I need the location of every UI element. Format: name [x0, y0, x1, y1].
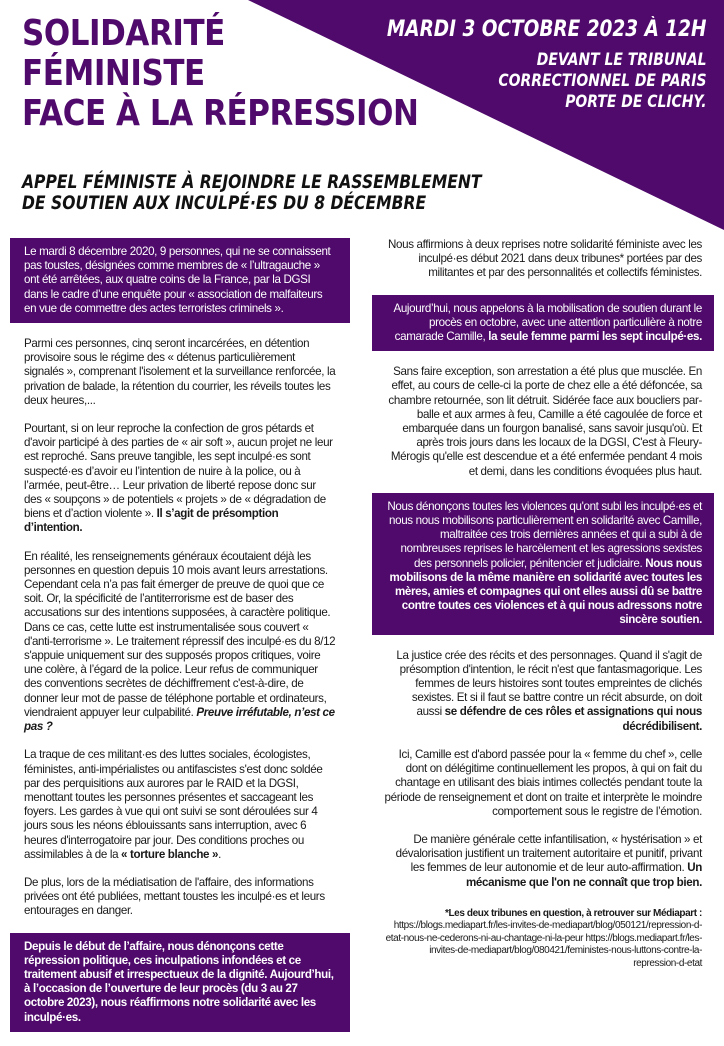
event-place-line: PORTE DE CLICHY. [564, 92, 706, 112]
emphasis: la seule femme parmi les sept inculpé·es. [488, 330, 702, 344]
highlight-box [372, 493, 714, 635]
paragraph-text: Pourtant, si on leur reproche la confection de gros pétards et d'avoir participé à des parties de « air soft », aucun projet ne leur est reproché. Sans preuve tangible, les sept inculpé·es sont suspecté·es d’avoir eu l’intention de nuire à la police, ou à l’armée, peut-être… Leur privation de liberté repose donc sur des « soupçons » de potentiels « projets » de « dégradation de biens et d’action violente ». [24, 422, 333, 521]
paragraph-text: La justice crée des récits et des personnages. Quand il s'agit de présomption d'intention, le récit n'est que fantasmagorique. Les femmes de leurs histoires sont toutes empreintes de clichés sexistes. Et si il faut se battre contre un récit absurde, on doit aussi [396, 648, 702, 719]
emphasis: Un mécanisme que l'on ne connaît que trop bien. [465, 861, 702, 889]
event-place-line: DEVANT LE TRIBUNAL [536, 50, 706, 70]
title-line: FACE À LA RÉPRESSION [22, 93, 419, 134]
event-place-line: CORRECTIONNEL DE PARIS [497, 71, 706, 91]
box-text: Aujourd’hui, nous appelons à la mobilisation de soutien durant le procès en octobre, avec une attention particulière à notre camarade Camille, [393, 301, 702, 344]
emphasis: Nous nous mobilisons de la même manière en solidarité avec toutes les mères, amies et compagnes qui ont elles aussi dû se battre contre toutes ces violences et à qui nous adressons notre sincère soutien. [389, 556, 702, 627]
paragraph: Parmi ces personnes, cinq seront incarcérées, en détention provisoire sous le régime des « détenus particulièrement signalés », comprenant l'isolement et la surveillance renforcée, la privation de balade, la rétention du courrier, les réveils toutes les deux heures,... [24, 337, 336, 407]
title-line: SOLIDARITÉ [22, 13, 225, 54]
event-info [326, 16, 707, 113]
left-column [10, 238, 350, 1046]
paragraph: Sans faire exception, son arrestation a été plus que musclée. En effet, au cours de celle-ci la porte de chez elle a été défoncée, sa chambre retournée, son lit détruit. Sidérée face aux boucliers par-balle et aux armes à feu, Camille a été cagoulée de force et embarquée dans un fourgon banalisé, sans savoir jusqu'où. Et après trois jours dans les locaux de la DGSI, C'est à Fleury-Mérogis qu'elle est descendue et a été enfermée pendant 4 mois et demi, dans les conditions évoquées plus haut. [388, 365, 702, 478]
paragraph [372, 833, 714, 890]
footnote-links: https://blogs.mediapart.fr/les-invites-de-mediapart/blog/050121/repression-d-etat-nous-ne-cederons-ni-au-chantage-ni-la-peur https://blogs.mediapart.fr/les-invites-de-mediapart/blog/080421/feministes-nous-luttons-contre-la-repression-d-etat [385, 920, 702, 969]
paragraph: De plus, lors de la médiatisation de l'affaire, des informations privées ont été publiées, mettant toustes les inculpé·es et leurs entourages en danger. [24, 875, 325, 918]
paragraph: Ici, Camille est d'abord passée pour la « femme du chef », celle dont on délégitime continuellement les propos, à qui on fait du chantage en utilisant des biais intimes collectés pendant toute la période de renseignement et dont on traite et interprète le moindre comportement sous le registre de l’émotion. [384, 747, 702, 818]
subtitle-line: DE SOUTIEN AUX INCULPÉ·ES DU 8 DÉCEMBRE [22, 192, 427, 214]
paragraph-text: En réalité, les renseignements généraux écoutaient déjà les personnes en question depuis 10 mois avant leurs arrestations. Cependant cela n’a pas fait émerger de preuve de quoi que ce soit. Or, la spécificité de l’antiterrorisme est de baser des accusations sur des intentions supposées, à caractère politique. Dans ce cas, cette lutte est instrumentalisée sous couvert « d'anti-terrorisme ». Le traitement répressif des inculpé·es du 8/12 s'appuie uniquement sur des supposés propos critiques, voire une colère, à l’égard de la police. Leur refus de communiquer des conventions secrètes de déchiffrement c'est-à-dire, de donner leur mot de passe de téléphone portable et ordinateurs, viendraient appuyer leur culpabilité. [24, 549, 336, 719]
emphasis: Il s’agit de présomption d’intention. [24, 507, 279, 535]
paragraph: Nous affirmions à deux reprises notre solidarité féministe avec les inculpé·es début 2021 dans deux tribunes* portées par des militantes et par des personnalités et collectifs féministes. [388, 238, 702, 280]
paragraph [10, 422, 350, 536]
subtitle [22, 172, 482, 214]
intro-box: Le mardi 8 décembre 2020, 9 personnes, qui ne se connaissent pas toustes, désignées comme membres de « l’ultragauche » ont été arrêtées, aux quatre coins de la France, par la DGSI dans le cadre d’une enquête pour « association de malfaiteurs en vue de commettre des actes terroristes criminels ». [10, 238, 350, 323]
highlight-box [372, 295, 714, 352]
event-date: MARDI 3 OCTOBRE 2023 À 12H [386, 17, 706, 42]
closing-box: Depuis le début de l’affaire, nous dénonçons cette répression politique, ces inculpations infondées et ce traitement abusif et irrespectueux de la dignité. Aujourd’hui, à l’occasion de l’ouverture de leur procès (du 3 au 27 octobre 2023), nous réaffirmons notre solidarité avec les inculpé·es. [10, 933, 350, 1032]
paragraph-text: . [218, 847, 221, 861]
event-place [394, 50, 706, 113]
right-column [372, 238, 714, 984]
paragraph-text: La traque de ces militant·es des luttes sociales, écologistes, féministes, anti-impérialistes ou antifascistes s'est donc soldée par des perquisitions aux aurores par le RAID et la DGSI, menottant toutes les personnes présentes et saccageant les foyers. Les gardes à vue qui ont suivi se sont déroulées sur 4 jours sous les néons éblouissants sans interruption, avec 6 heures d'interrogatoire par jour. Des conditions proches ou assimilables à de la [24, 748, 323, 861]
box-text: Nous dénonçons toutes les violences qu'ont subi les inculpé·es et nous nous mobilisons particulièrement en solidarité avec Camille, maltraitée ces trois dernières années et qui a subi à de nombreuses reprises le harcèlement et les agressions sexistes des personnels policier, pénitencier et judiciaire. [387, 499, 702, 570]
emphasis: « torture blanche » [121, 847, 219, 861]
subtitle-line: APPEL FÉMINISTE À REJOINDRE LE RASSEMBLEMENT [22, 171, 482, 193]
paragraph [372, 649, 714, 734]
emphasis: Preuve irréfutable, n’est ce pas ? [24, 705, 335, 734]
emphasis: se défendre de ces rôles et assignations qui nous décrédibilisent. [444, 705, 702, 733]
footnote-title: *Les deux tribunes en question, à retrouver sur Médiapart : [444, 907, 702, 919]
title-line: FÉMINISTE [22, 53, 205, 94]
paragraph [10, 550, 350, 735]
footnote [372, 908, 714, 971]
paragraph [10, 748, 350, 862]
paragraph-text: De manière générale cette infantilisation, « hystérisation » et dévalorisation justifient un traitement autoritaire et punitif, privant les femmes de leur autonomie et de leur auto-affirmation. [395, 832, 702, 875]
